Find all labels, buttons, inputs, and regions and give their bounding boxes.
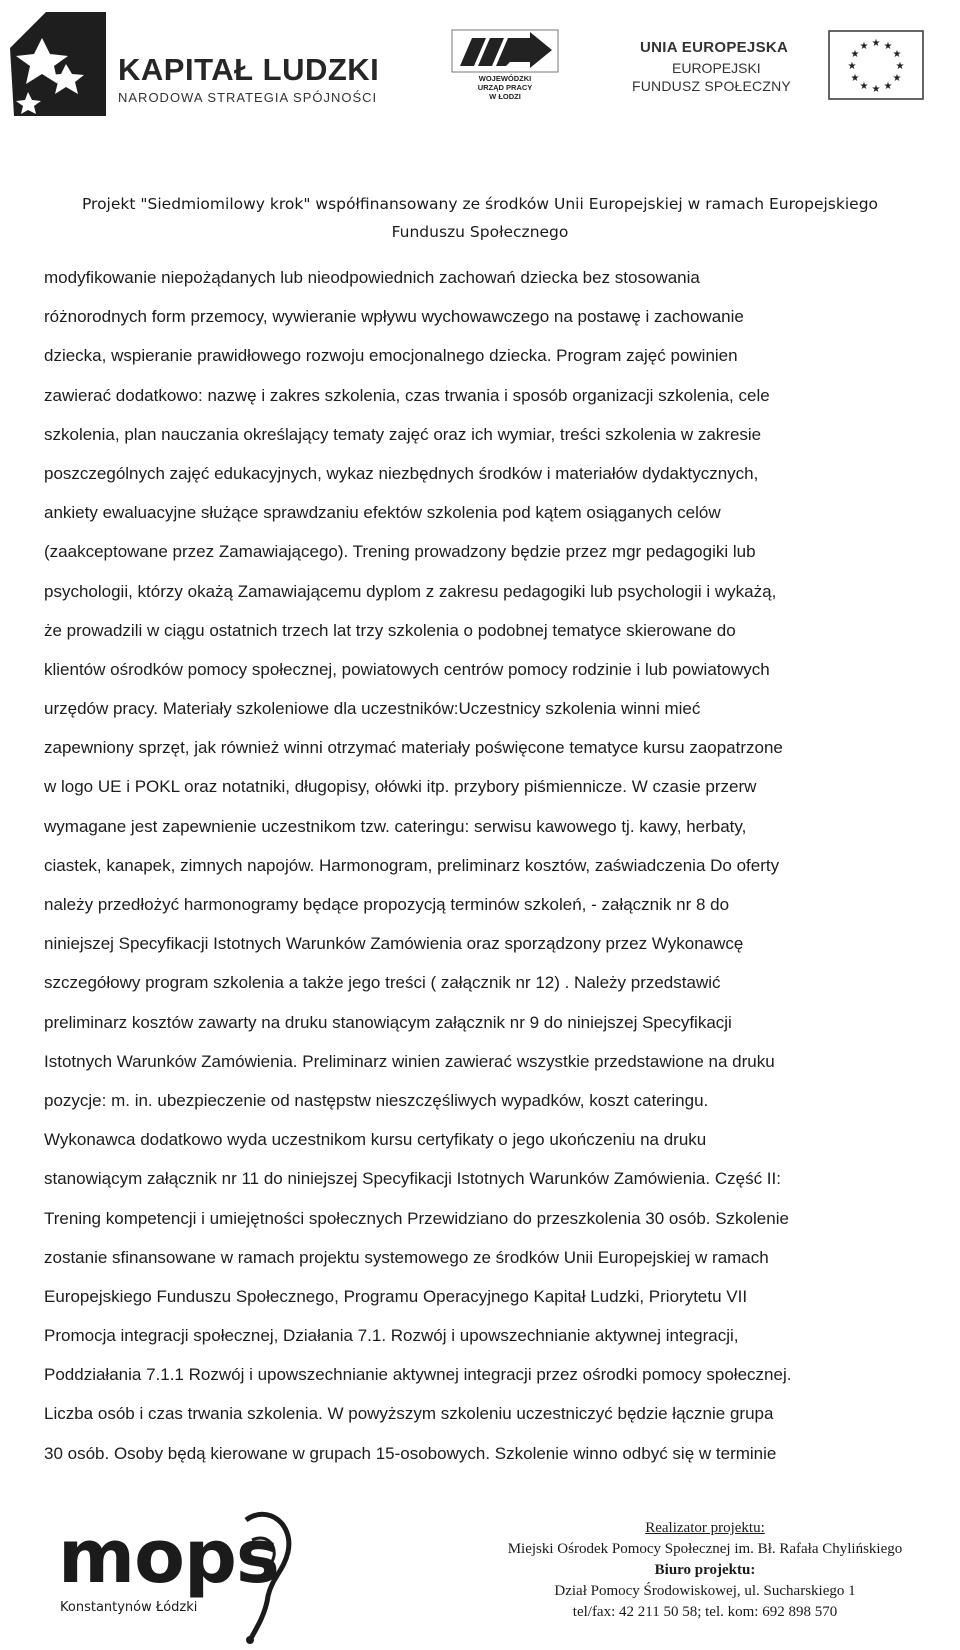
body-line: urzędów pracy. Materiały szkoleniowe dla uczestników:Uczestnicy szkolenia winni mieć [44, 699, 701, 719]
mops-city-label: Konstantynów Łódzki [60, 1600, 198, 1615]
body-line: szkolenia, plan nauczania określający tematy zajęć oraz ich wymiar, treści szkolenia w zakresie [44, 424, 762, 444]
mops-head-profile-icon [228, 1500, 298, 1650]
wup-arrow-icon [450, 28, 560, 74]
body-line: zapewniony sprzęt, jak również winni otrzymać materiały poświęcone tematyce kursu zaopatrzone [44, 738, 783, 758]
body-line: niniejszej Specyfikacji Istotnych Warunków Zamówienia oraz sporządzony przez Wykonawcę [44, 934, 744, 954]
body-line: preliminarz kosztów zawarty na druku stanowiącym załącznik nr 9 do niniejszej Specyfikacji [44, 1012, 732, 1032]
project-line-2: Funduszu Społecznego [391, 223, 569, 241]
eu-efs-logo [628, 30, 938, 110]
eu-flag-icon [828, 30, 924, 100]
kapital-ludzki-title: KAPITAŁ LUDZKI [118, 52, 380, 87]
body-line: modyfikowanie niepożądanych lub nieodpowiednich zachowań dziecka bez stosowania [44, 268, 700, 287]
footer-contact-block [470, 1518, 940, 1623]
body-line: szczegółowy program szkolenia a także jego treści ( załącznik nr 12) . Należy przedstawić [44, 973, 721, 993]
realizator-name: Miejski Ośrodek Pomocy Społecznej im. Bł. Rafała Chylińskiego [507, 1541, 903, 1557]
wup-line-1: WOJEWÓDZKI [478, 74, 532, 83]
svg-text:★: ★ [895, 61, 905, 72]
body-line: Poddziałania 7.1.1 Rozwój i upowszechnianie aktywnej integracji przez ośrodki pomocy społecznej. [44, 1365, 792, 1385]
body-line: ankiety ewaluacyjne służące sprawdzaniu efektów szkolenia pod kątem osiąganych celów [44, 503, 721, 523]
svg-text:★: ★ [850, 73, 860, 84]
body-line: różnorodnych form przemocy, wywieranie wpływu wychowawczego na postawę i zachowanie [44, 307, 744, 327]
svg-text:★: ★ [892, 49, 902, 60]
body-line: zostanie sfinansowane w ramach projektu systemowego ze środków Unii Europejskiej w ramach [44, 1247, 769, 1267]
mops-logo [58, 1514, 358, 1648]
svg-text:★: ★ [883, 41, 893, 52]
body-line: psychologii, którzy okażą Zamawiającemu dyplom z zakresu pedagogiki lub psychologii i wykażą, [44, 581, 777, 601]
kapital-ludzki-emblem-icon [6, 8, 116, 118]
svg-text:★: ★ [847, 61, 857, 72]
body-line: klientów ośrodków pomocy społecznej, powiatowych centrów pomocy rodzinie i lub powiatowych [44, 659, 770, 679]
body-line: Trening kompetencji i umiejętności społecznych Przewidziano do przeszkolenia 30 osób. Szkolenie [44, 1208, 789, 1228]
contact-phone: tel/fax: 42 211 50 58; tel. kom: 692 898 570 [572, 1604, 838, 1620]
wup-lodz-logo [450, 28, 560, 106]
body-line: (zaakceptowane przez Zamawiającego). Trening prowadzony będzie przez mgr pedagogiki lub [44, 542, 756, 562]
body-line: ciastek, kanapek, zimnych napojów. Harmonogram, preliminarz kosztów, zaświadczenia Do oferty [44, 855, 780, 875]
body-line: Liczba osób i czas trwania szkolenia. W powyższym szkoleniu uczestniczyć będzie łącznie grupa [44, 1404, 774, 1424]
body-line: stanowiącym załącznik nr 11 do niniejszej Specyfikacji Istotnych Warunków Zamówienia. Część II: [44, 1169, 781, 1189]
mops-wordmark: mops [58, 1514, 279, 1600]
eu-line-2: EUROPEJSKI [672, 60, 761, 76]
svg-text:★: ★ [871, 84, 881, 95]
project-line-1: Projekt "Siedmiomilowy krok" współfinansowany ze środków Unii Europejskiej w ramach Europejskiego [81, 195, 879, 213]
body-line: poszczególnych zajęć edukacyjnych, wykaz niezbędnych środków i materiałów dydaktycznych, [44, 463, 759, 483]
kapital-ludzki-logo [6, 8, 386, 118]
body-line: pozycje: m. in. ubezpieczenie od następstw nieszczęśliwych wypadków, koszt cateringu. [44, 1090, 709, 1110]
project-header-line [0, 190, 960, 246]
wup-lodz-caption [450, 74, 560, 101]
body-line: w logo UE i POKL oraz notatniki, długopisy, ołówki itp. przybory piśmiennicze. W czasie przerw [44, 777, 757, 797]
realizator-label: Realizator projektu: [645, 1520, 765, 1536]
eu-line-3: FUNDUSZ SPOŁECZNY [632, 78, 791, 94]
body-line: wymagane jest zapewnienie uczestnikom tzw. cateringu: serwisu kawowego tj. kawy, herbaty, [44, 816, 747, 836]
svg-text:★: ★ [859, 81, 869, 92]
body-line: Europejskiego Funduszu Społecznego, Programu Operacyjnego Kapitał Ludzki, Priorytetu VII [44, 1286, 748, 1306]
svg-text:★: ★ [859, 41, 869, 52]
eu-title: UNIA EUROPEJSKA [640, 39, 789, 56]
biuro-address: Dział Pomocy Środowiskowej, ul. Sucharskiego 1 [554, 1583, 856, 1599]
wup-line-2: URZĄD PRACY [477, 83, 533, 92]
body-line: Promocja integracji społecznej, Działania 7.1. Rozwój i upowszechnianie aktywnej integracji, [44, 1326, 739, 1346]
body-line: dziecka, wspieranie prawidłowego rozwoju emocjonalnego dziecka. Program zajęć powinien [44, 346, 738, 366]
body-line: należy przedłożyć harmonogramy będące propozycją terminów szkoleń, - załącznik nr 8 do [44, 895, 730, 914]
body-line: zawierać dodatkowo: nazwę i zakres szkolenia, czas trwania i sposób organizacji szkolenia, cele [44, 385, 770, 405]
biuro-label: Biuro projektu: [654, 1562, 756, 1578]
svg-text:★: ★ [871, 38, 881, 49]
svg-text:★: ★ [883, 81, 893, 92]
svg-text:★: ★ [892, 73, 902, 84]
body-line: że prowadzili w ciągu ostatnich trzech lat trzy szkolenia o podobnej tematyce skierowane do [44, 620, 736, 640]
body-line: 30 osób. Osoby będą kierowane w grupach 15-osobowych. Szkolenie winno odbyć się w terminie [44, 1443, 777, 1463]
body-paragraph [44, 258, 924, 1473]
wup-line-3: W ŁODZI [489, 92, 521, 101]
kapital-ludzki-subtitle: NARODOWA STRATEGIA SPÓJNOŚCI [118, 90, 378, 105]
svg-text:★: ★ [850, 49, 860, 60]
body-line: Istotnych Warunków Zamówienia. Preliminarz winien zawierać wszystkie przedstawione na druku [44, 1051, 775, 1071]
body-line: Wykonawca dodatkowo wyda uczestnikom kursu certyfikaty o jego ukończeniu na druku [44, 1130, 707, 1150]
